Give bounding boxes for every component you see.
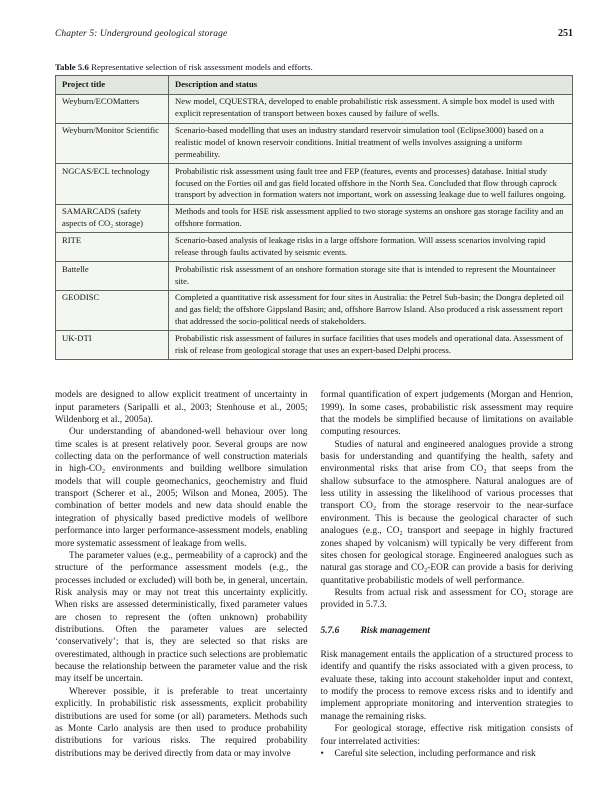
cell-project-title: UK-DTI bbox=[56, 331, 169, 360]
body-left-column bbox=[55, 389, 308, 760]
section-heading-title: Risk management bbox=[360, 625, 431, 636]
cell-project-title: RITE bbox=[56, 233, 169, 262]
table-row bbox=[56, 233, 573, 262]
table-caption bbox=[55, 62, 573, 72]
column-header-description: Description and status bbox=[169, 76, 573, 95]
table-row bbox=[56, 290, 573, 331]
cell-project-title: GEODISC bbox=[56, 290, 169, 331]
cell-description: Completed a quantitative risk assessment for four sites in Australia: the Petrel Sub-basin; the Dongra depleted oil and gas field; the offshore Gippsland Basin; and, offshore Barrow Island. Also produced a risk assessment report that addressed the socio-political needs of stakeholders. bbox=[169, 290, 573, 331]
cell-description: Scenario-based analysis of leakage risks in a large offshore formation. Will assess scenarios involving rapid release through faults activated by seismic events. bbox=[169, 233, 573, 262]
body-columns bbox=[55, 389, 573, 760]
section-heading-number: 5.7.6 bbox=[320, 625, 340, 636]
cell-project-title: SAMARCADS (safety aspects of CO₂ storage) bbox=[56, 204, 169, 233]
table-caption-text: Representative selection of risk assessment models and efforts. bbox=[88, 62, 313, 72]
paragraph: Risk management entails the application of a structured process to identify and quantify the risks associated with a given process, to evaluate these, taking into account stakeholder input and context, to modify the process to remove excess risks and to identify and implement appropriate monitoring and intervention strategies to manage the remaining risks. bbox=[320, 650, 573, 722]
cell-description: New model, CQUESTRA, developed to enable probabilistic risk assessment. A simple box model is used with explicit representation of transport between boxes caused by failure of wells. bbox=[169, 94, 573, 123]
paragraph: Wherever possible, it is preferable to treat uncertainty explicitly. In probabilistic risk assessments, explicit probability distributions are used for some (or all) parameters. Methods such as Monte Carlo analysis are then used to produce probability distributions for various risks. The required probability distributions may be derived directly from data or may involve bbox=[55, 686, 308, 759]
cell-description: Scenario-based modelling that uses an industry standard reservoir simulation tool (Eclipse3000) based on a realistic model of known reservoir conditions. Initial treatment of wells involves assigning a uniform permeability. bbox=[169, 123, 573, 164]
paragraph: For geological storage, effective risk mitigation consists of four interrelated activities: bbox=[320, 724, 573, 747]
bullet-item bbox=[321, 748, 574, 760]
running-header bbox=[55, 28, 573, 39]
cell-project-title: NGCAS/ECL technology bbox=[56, 164, 169, 205]
paragraph: Our understanding of abandoned-well behaviour over long time scales is at present relatively poor. Several groups are now collecting data on the performance of well construction materials in high-CO₂ environments and building wellbore simulation models that will couple geomechanics, geochemistry and fluid transport (Scherer et al., 2005; Wilson and Monea, 2005). The combination of better models and new data should enable the integration of physically based predictive models of wellbore performance into larger performance-assessment models, enabling more systematic assessment of leakage from wells. bbox=[55, 427, 308, 549]
table-header-row bbox=[56, 76, 573, 95]
cell-description: Methods and tools for HSE risk assessment applied to two storage systems an onshore gas storage facility and an offshore formation. bbox=[169, 204, 573, 233]
cell-project-title: Battelle bbox=[56, 262, 169, 291]
table-row bbox=[56, 94, 573, 123]
bullet-text: Careful site selection, including performance and risk bbox=[334, 748, 536, 759]
paragraph: Studies of natural and engineered analogues provide a strong basis for understanding and quantifying the health, safety and environmental risks that arise from CO₂ that seeps from the shallow subsurface to the atmosphere. Natural analogues are of less utility in assessing the likelihood of various processes that transport CO₂ from the storage reservoir to the near-surface environment. This is because the geological character of such analogues (e.g., CO₂ transport and seepage in highly fractured zones shaped by volcanism) will typically be very different from sites chosen for geological storage. Engineered analogues such as natural gas storage and CO₂-EOR can provide a basis for deriving quantitative probabilistic models of well performance. bbox=[320, 439, 573, 586]
paragraph: formal quantification of expert judgements (Morgan and Henrion, 1999). In some cases, probabilistic risk assessment may require that the models be simplified because of limitations on available computing resources. bbox=[320, 390, 573, 438]
body-right-column bbox=[321, 389, 574, 760]
cell-description: Probabilistic risk assessment of failures in surface facilities that uses models and operational data. Assessment of risk of release from geological storage that uses an expert-based Delphi process. bbox=[169, 331, 573, 360]
page-number: 251 bbox=[558, 28, 573, 39]
paragraph: Results from actual risk and assessment for CO₂ storage are provided in 5.7.3. bbox=[320, 587, 573, 611]
table-row bbox=[56, 164, 573, 205]
table-row bbox=[56, 123, 573, 164]
risk-assessment-table bbox=[55, 75, 573, 360]
table-row bbox=[56, 204, 573, 233]
paragraph: The parameter values (e.g., permeability of a caprock) and the structure of the performance assessment models (e.g., the processes included or excluded) will both be, in general, uncertain. Risk analysis may or may not treat this uncertainty explicitly. When risks are assessed deterministically, fixed parameter values are chosen to represent the (often unknown) probability distributions. Often the parameter values are selected ‘conservatively’; that is, they are selected so that risks are overestimated, although in practice such selections are problematic because the relationship between the parameter value and the risk may itself be uncertain. bbox=[55, 550, 308, 685]
paragraph: models are designed to allow explicit treatment of uncertainty in input parameters (Saripalli et al., 2003; Stenhouse et al., 2005; Wildenborg et al., 2005a). bbox=[55, 390, 308, 425]
cell-project-title: Weyburn/ECOMatters bbox=[56, 94, 169, 123]
section-heading-risk-management bbox=[321, 625, 574, 637]
column-header-project-title: Project title bbox=[56, 76, 169, 95]
bullet-marker: • bbox=[320, 748, 324, 759]
cell-description: Probabilistic risk assessment of an onshore formation storage site that is intended to represent the Mountaineer site. bbox=[169, 262, 573, 291]
table-row bbox=[56, 262, 573, 291]
table-row bbox=[56, 331, 573, 360]
table-caption-label: Table 5.6 bbox=[55, 62, 89, 72]
chapter-title: Chapter 5: Underground geological storage bbox=[55, 29, 228, 39]
cell-project-title: Weyburn/Monitor Scientific bbox=[56, 123, 169, 164]
cell-description: Probabilistic risk assessment using fault tree and FEP (features, events and processes) database. Initial study focused on the Forties oil and gas field located offshore in the North Sea. Concluded that flow through caprock transport by advection in formation waters not important, work on assessing leakage due to well failures ongoing. bbox=[169, 164, 573, 205]
